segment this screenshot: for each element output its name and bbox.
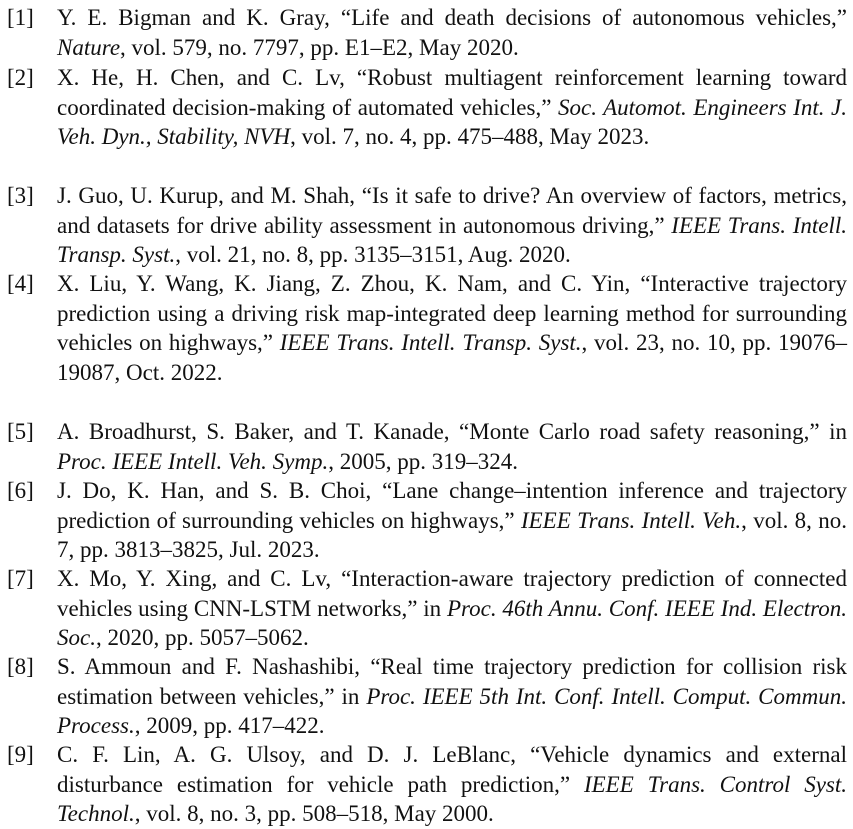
reference-number: [2] [7, 65, 34, 90]
reference-venue: Soc. Automot. Engineers Int. J. Veh. Dyn., Stability, NVH [57, 94, 848, 149]
reference-text [57, 417, 847, 476]
reference-text [57, 3, 847, 62]
reference-text-part: , 2005, pp. 319–324. [328, 448, 518, 474]
reference-text-part: , 2020, pp. 5057–5062. [95, 625, 309, 650]
reference-text-part: A. Broadhurst, S. Baker, and T. Kanade, “Monte Carlo road safety reasoning,” in [57, 419, 847, 444]
reference-venue: IEEE Trans. Intell. Transp. Syst. [57, 212, 847, 267]
reference-text [57, 476, 847, 565]
reference-number: [5] [7, 419, 34, 444]
reference-text-part: , vol. 8, no. 3, pp. 508–518, May 2000. [134, 801, 494, 826]
reference-text-part: , vol. 23, no. 10, pp. 19076–19087, Oct. 2022. [57, 330, 847, 385]
reference-text-part: X. Liu, Y. Wang, K. Jiang, Z. Zhou, K. Nam, and C. Yin, “Interactive trajectory prediction using a driving risk map-integrated deep learning method for surrounding vehicles on highways,” [57, 271, 847, 355]
reference-venue: Proc. 46th Annu. Conf. IEEE Ind. Electron. Soc. [57, 595, 847, 650]
reference-number: [1] [7, 5, 34, 30]
reference-venue: Proc. IEEE 5th Int. Conf. Intell. Comput. Commun. Process. [57, 683, 847, 738]
reference-number: [3] [7, 183, 34, 208]
reference-text [57, 564, 847, 653]
reference-venue: Nature [57, 34, 121, 60]
reference-venue: IEEE Trans. Intell. Veh. [520, 507, 742, 533]
reference-number: [9] [7, 742, 34, 767]
reference-text-part: S. Ammoun and F. Nashashibi, “Real time trajectory prediction for collision risk estimation between vehicles,” in [57, 654, 847, 709]
reference-text-part: , vol. 579, no. 7797, pp. E1–E2, May 2020. [120, 34, 519, 60]
reference-venue: Proc. IEEE Intell. Veh. Symp. [57, 448, 329, 474]
reference-text [57, 269, 847, 387]
reference-text-part: C. F. Lin, A. G. Ulsoy, and D. J. LeBlanc, “Vehicle dynamics and external disturbance estimation for vehicle path prediction,” [57, 742, 847, 797]
reference-text-part: X. Mo, Y. Xing, and C. Lv, “Interaction-aware trajectory prediction of connected vehicles using CNN-LSTM networks,” in [57, 566, 847, 621]
reference-text [57, 181, 847, 270]
reference-number: [7] [7, 566, 34, 591]
reference-text [57, 740, 847, 829]
reference-text-part: X. He, H. Chen, and C. Lv, “Robust multiagent reinforcement learning toward coordinated decision-making of automated vehicles,” [57, 65, 847, 120]
reference-text-part: , 2009, pp. 417–422. [134, 713, 325, 738]
reference-number: [6] [7, 478, 34, 503]
reference-venue: IEEE Trans. Control Syst. Technol. [57, 771, 847, 826]
reference-text-part: J. Guo, U. Kurup, and M. Shah, “Is it safe to drive? An overview of factors, metrics, and datasets for drive ability assessment in autonomous driving,” [57, 183, 847, 238]
reference-number: [4] [7, 271, 34, 296]
reference-text [57, 652, 847, 741]
reference-venue: IEEE Trans. Intell. Transp. Syst. [279, 330, 582, 355]
reference-text-part: , vol. 8, no. 7, pp. 3813–3825, Jul. 2023. [57, 507, 847, 562]
reference-number: [8] [7, 654, 34, 679]
reference-text-part: J. Do, K. Han, and S. B. Choi, “Lane change–intention inference and trajectory prediction of surrounding vehicles on highways,” [57, 478, 847, 533]
reference-text-part: , vol. 21, no. 8, pp. 3135–3151, Aug. 2020. [175, 242, 571, 267]
reference-text [57, 63, 847, 152]
reference-text-part: , vol. 7, no. 4, pp. 475–488, May 2023. [290, 124, 650, 149]
reference-text-part: Y. E. Bigman and K. Gray, “Life and death decisions of autonomous vehicles,” [57, 5, 847, 30]
